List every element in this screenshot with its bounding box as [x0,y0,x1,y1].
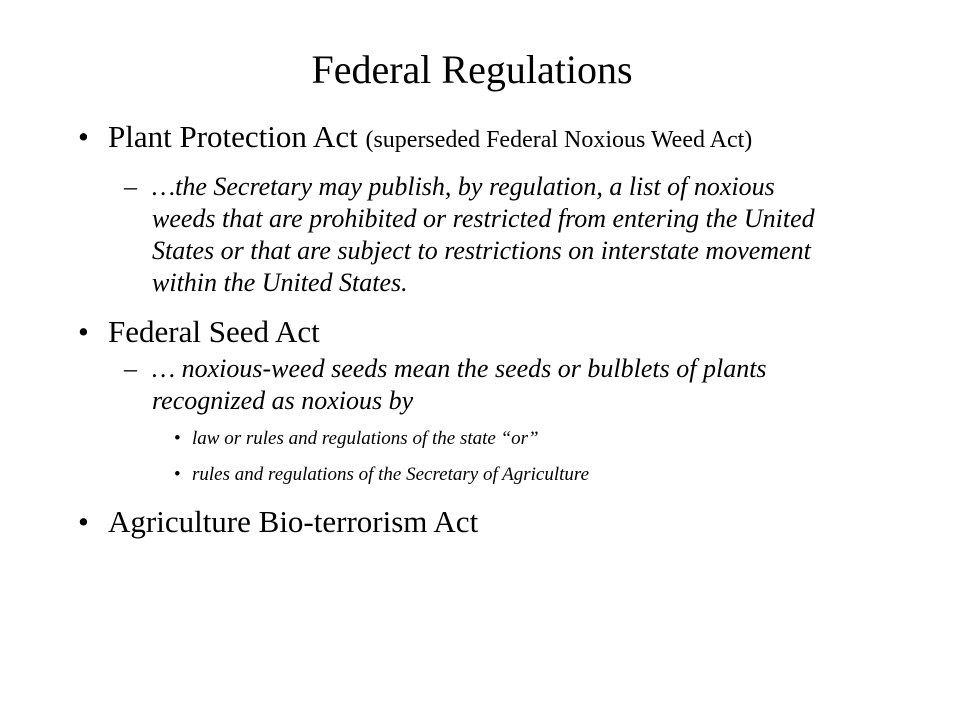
bullet-item-federal-seed-act [78,313,858,351]
bullet-marker: • [78,314,89,349]
slide-title: Federal Regulations [311,47,633,92]
bullet-item-agriculture-bioterrorism-act [78,503,858,541]
dot-marker: • [174,428,181,449]
sub-sub-item-state-law [174,427,832,451]
sub-sub-item-text: rules and regulations of the Secretary of Agriculture [192,464,590,485]
bullet-marker: • [78,504,89,539]
sub-sub-item-text: law or rules and regulations of the state “or” [192,428,539,449]
bullet-text: Plant Protection Act [108,119,358,154]
dash-marker: – [124,172,137,201]
bullet-aside: (superseded Federal Noxious Weed Act) [365,127,753,153]
bullet-text: Agriculture Bio-terrorism Act [108,504,479,539]
dash-marker: – [124,354,137,383]
sub-item-noxious-weed-seeds [124,353,832,417]
sub-item-secretary-may-publish [124,171,832,299]
bullet-marker: • [78,119,89,154]
bullet-item-plant-protection-act [78,118,858,159]
bullet-text: Federal Seed Act [108,314,320,349]
slide-content [78,118,858,541]
sub-sub-item-secretary-rules [174,463,832,487]
sub-item-text: …the Secretary may publish, by regulation, a list of noxious weeds that are prohibited or restricted from entering the United States or that are subject to restrictions on interstate movement within the United States. [152,172,815,297]
sub-item-text: … noxious-weed seeds mean the seeds or bulblets of plants recognized as noxious by [152,354,767,415]
dot-marker: • [174,464,181,485]
